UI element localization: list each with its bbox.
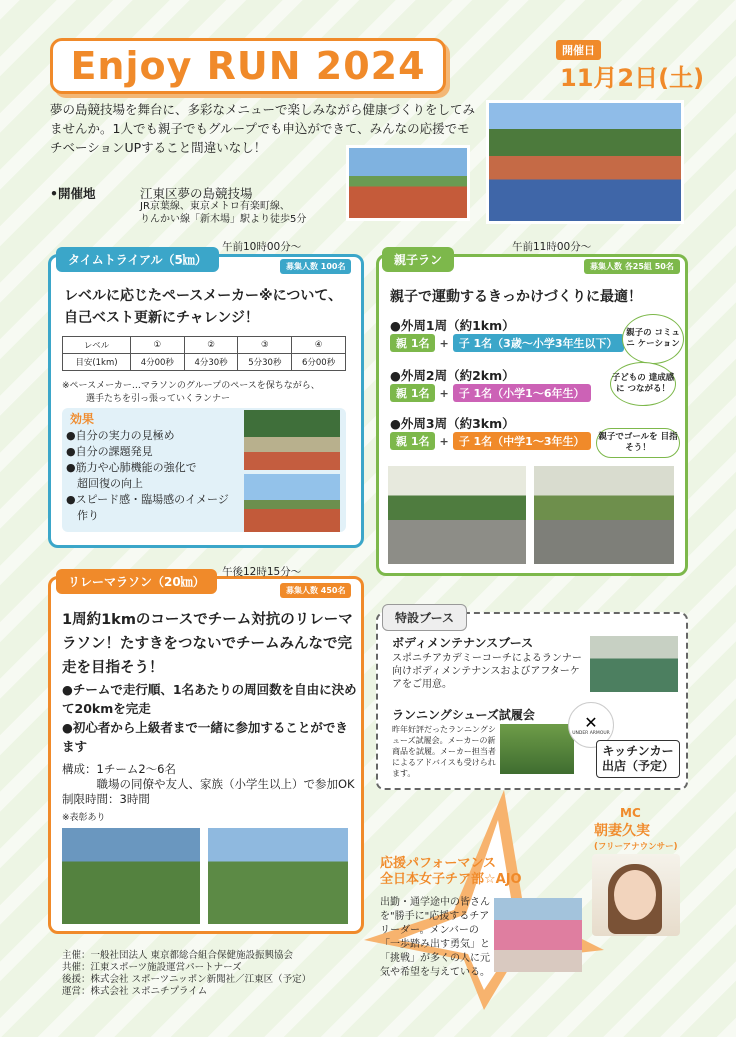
- event-date: 11月2日(土): [560, 64, 705, 92]
- list-item: ●筋力や心肺機能の強化で: [66, 461, 197, 474]
- route-pill-row: [390, 432, 591, 450]
- shoe-trial-photo: [500, 724, 574, 774]
- pace-cell: 目安(1km): [63, 354, 131, 371]
- stadium-photo: [486, 100, 684, 224]
- composition-line2: 職場の同僚や友人、家族（小学生以上）で参加OK: [62, 777, 355, 791]
- route-name: ●外周3周（約3km）: [390, 416, 515, 431]
- sponsor-line: 共催：江東スポーツ施設運営パートナーズ: [62, 962, 242, 973]
- pace-cell: レベル: [63, 337, 131, 354]
- pace-table-row: [63, 354, 346, 371]
- intro-text: 夢の島競技場を舞台に、多彩なメニューで楽しみながら健康づくりをしてみませんか。1人でも親子でもグループでも申込ができて、みんなの応援でモチベーションUPすること間違いなし！: [50, 102, 476, 155]
- pace-table: [62, 336, 346, 371]
- venue-access-line1: JR京葉線、東京メトロ有楽町線、: [140, 201, 290, 212]
- pace-cell: ①: [130, 337, 184, 354]
- page-title: Enjoy RUN 2024: [70, 44, 426, 88]
- mc-label: MC: [620, 806, 641, 820]
- ua-mark-icon: ✕: [584, 712, 598, 732]
- parent-pill: 親 1名: [390, 432, 435, 450]
- list-item: ●自分の課題発見: [66, 445, 153, 458]
- pacemaker-note-line1: ※ペースメーカー…マラソンのグループのペースを保ちながら、: [62, 381, 320, 391]
- date-label: 開催日: [556, 40, 601, 60]
- parent-pill: 親 1名: [390, 384, 435, 402]
- list-item: ●スピード感・臨場感のイメージ: [66, 493, 229, 506]
- cheer-photo: [494, 898, 582, 972]
- route-pill-row: [390, 384, 591, 402]
- parent-run-photo: [388, 466, 526, 564]
- cheer-heading-line1: 応援パフォーマンス: [380, 856, 496, 871]
- list-item: 超回復の向上: [66, 477, 143, 490]
- relay-tag: リレーマラソン（20㎞）: [56, 569, 217, 594]
- effect-list: [66, 428, 242, 524]
- relay-photo: [62, 828, 200, 924]
- pace-cell: ③: [238, 337, 292, 354]
- relay-time: 午後12時15分～: [222, 566, 302, 578]
- track-photo: [346, 145, 470, 221]
- parent-run-tag: 親子ラン: [382, 247, 454, 272]
- list-item: ●初心者から上級者まで一緒に参加することができます: [62, 720, 348, 754]
- time-trial-heading-line2: 自己ベスト更新にチャレンジ！: [64, 310, 259, 326]
- pace-cell: 6分00秒: [292, 354, 346, 371]
- communication-bubble: 親子の コミュニ ケーション: [622, 314, 684, 364]
- relay-heading: 1周約1kmのコースでチーム対抗のリレーマラソン！たすきをつないでチームみんなで完走を目指そう！: [62, 612, 353, 676]
- composition-line1: 構成：1チーム2～6名: [62, 762, 176, 776]
- venue-name: 江東区夢の島競技場: [140, 186, 253, 201]
- relay-composition: [62, 762, 358, 807]
- cheer-heading-line2: 全日本女子チア部☆AJO: [380, 872, 522, 887]
- time-trial-heading: [64, 285, 356, 329]
- sponsor-line: 後援：株式会社 スポーツニッポン新聞社／江東区（予定）: [62, 974, 312, 985]
- pace-cell: ④: [292, 337, 346, 354]
- relay-capacity: 募集人数 450名: [280, 583, 351, 598]
- sponsor-line: 主催：一般社団法人 東京都総合組合保健施設振興協会: [62, 950, 294, 961]
- kitchen-car-box: キッチンカー 出店（予定）: [596, 740, 680, 778]
- child-pill: 子 1名（小学1～6年生）: [453, 384, 591, 402]
- title-box: [50, 38, 446, 94]
- ua-logo-text: UNDER ARMOUR: [572, 730, 610, 736]
- achievement-bubble: 子どもの 達成感に つながる！: [610, 362, 676, 406]
- pace-table-header: [63, 337, 346, 354]
- time-trial-capacity: 募集人数 100名: [280, 259, 351, 274]
- parent-run-heading: 親子で運動するきっかけづくりに最適！: [390, 289, 642, 305]
- child-pill: 子 1名（中学1～3年生）: [453, 432, 591, 450]
- plus-sign: +: [439, 336, 449, 350]
- time-trial-heading-line1: レベルに応じたペースメーカー※について、: [64, 288, 343, 304]
- parent-run-photo: [534, 466, 674, 564]
- goal-bubble: 親子でゴールを 目指そう！: [596, 428, 680, 458]
- list-item: 作り: [66, 509, 99, 522]
- route-name: ●外周2周（約2km）: [390, 368, 515, 383]
- child-pill: 子 1名（3歳～小学3年生以下）: [453, 334, 624, 352]
- sponsor-line: 運営：株式会社 スポニチプライム: [62, 986, 208, 997]
- pace-cell: ②: [184, 337, 238, 354]
- relay-photo: [208, 828, 348, 924]
- pace-cell: 4分00秒: [130, 354, 184, 371]
- time-trial-tag: タイムトライアル（5㎞）: [56, 247, 219, 272]
- pacemaker-note-line2: 選手たちを引っ張っていくランナー: [86, 394, 231, 404]
- booth-description: 昨年好評だったランニングシューズ試履会。メーカーの新商品を試履。メーカー担当者によるアドバイスも受けられます。: [392, 725, 496, 778]
- cheer-heading: [380, 856, 522, 888]
- booth-tag: 特設ブース: [382, 604, 467, 631]
- booth-description: スポニチアカデミーコーチによるランナー向けボディメンテナンスおよびアフターケアをご用意。: [392, 653, 582, 690]
- relay-bullets: [62, 680, 358, 756]
- sponsors: [62, 950, 362, 998]
- parent-run-capacity: 募集人数 各25組 50名: [584, 259, 680, 274]
- mc-face: [614, 870, 656, 920]
- mc-photo: [592, 854, 680, 936]
- list-item: ●自分の実力の見極め: [66, 429, 175, 442]
- award-note: ※表彰あり: [62, 813, 106, 823]
- venue-label: •開催地: [50, 186, 96, 201]
- cheer-description: 出勤・通学途中の皆さんを"勝手に"応援するチアリーダー。メンバーの「一歩踏み出す勇気」と「挑戦」が多くの人に元気や希望を与えている。: [380, 897, 490, 978]
- route-name: ●外周1周（約1km）: [390, 318, 515, 333]
- venue-access: [140, 200, 340, 226]
- time-trial-time: 午前10時00分～: [222, 241, 302, 253]
- plus-sign: +: [439, 386, 449, 400]
- race-photo: [244, 410, 340, 470]
- effect-title: 効果: [70, 412, 95, 426]
- booth-photo: [590, 636, 678, 692]
- route-pill-row: [390, 334, 624, 352]
- venue-access-line2: りんかい線「新木場」駅より徒歩5分: [140, 214, 307, 225]
- pacemaker-note: [62, 380, 352, 406]
- pace-cell: 5分30秒: [238, 354, 292, 371]
- mc-subtitle: (フリーアナウンサー): [594, 842, 678, 852]
- mc-name: 朝妻久実: [594, 823, 650, 839]
- parent-run-time: 午前11時00分～: [512, 241, 592, 253]
- parent-pill: 親 1名: [390, 334, 435, 352]
- list-item: ●チームで走行順、1名あたりの周回数を自由に決めて20kmを完走: [62, 682, 357, 716]
- pace-cell: 4分30秒: [184, 354, 238, 371]
- race-photo: [244, 474, 340, 532]
- time-limit: 制限時間：3時間: [62, 792, 150, 806]
- booth-name: ランニングシューズ試履会: [392, 708, 535, 722]
- booth-name: ボディメンテナンスブース: [392, 636, 534, 650]
- plus-sign: +: [439, 434, 449, 448]
